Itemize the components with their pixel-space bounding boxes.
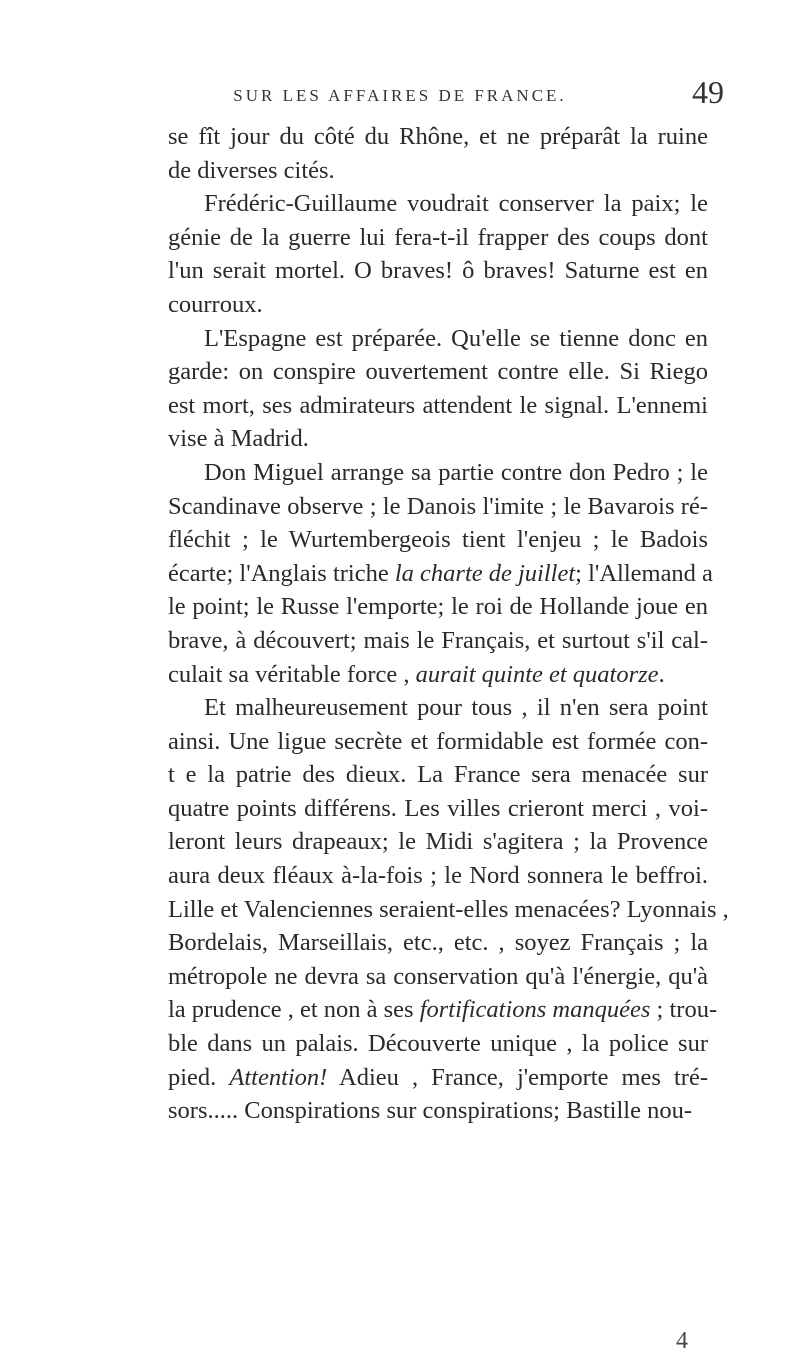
italic-segment: aurait quinte et quatorze — [415, 660, 659, 688]
text-line: courroux. — [168, 290, 263, 318]
text-line: sors..... Conspirations sur conspirations; Bastille nou- — [168, 1097, 692, 1125]
text-line: de diverses cités. — [168, 156, 335, 184]
page-number: 49 — [692, 74, 724, 110]
text-line: se fît jour du côté du Rhône, et ne préparât la ruine — [168, 123, 708, 150]
text-line: est mort, ses admirateurs attendent le signal. L'ennemi — [168, 391, 708, 419]
text-line — [168, 658, 708, 692]
text-line: métropole ne devra sa conservation qu'à l'énergie, qu'à — [168, 962, 708, 990]
text-segment: pied. — [168, 1063, 230, 1091]
text-line — [168, 557, 713, 591]
text-line: garde: on conspire ouvertement contre elle. Si Riego — [168, 358, 708, 386]
text-line: Et malheureusement pour tous , il n'en sera point — [204, 694, 708, 722]
text-segment: Adieu , France, j'emporte mes tré- — [327, 1063, 708, 1091]
italic-segment: fortifications manquées — [419, 996, 651, 1024]
body-text — [168, 120, 729, 1128]
italic-segment: la charte de juillet — [394, 559, 576, 587]
text-line: l'un serait mortel. O braves! ô braves! Saturne est en — [168, 257, 708, 285]
text-line: aura deux fléaux à-la-fois ; le Nord sonnera le beffroi. — [168, 862, 708, 890]
text-line: ainsi. Une ligue secrète et formidable est formée con- — [168, 727, 708, 755]
italic-segment: Attention! — [229, 1063, 328, 1091]
text-line: Frédéric-Guillaume voudrait conserver la paix; le — [204, 190, 708, 218]
text-line: Scandinave observe ; le Danois l'imite ; le Bavarois ré- — [168, 492, 708, 520]
running-title: SUR LES AFFAIRES DE FRANCE. — [233, 86, 567, 105]
text-segment: écarte; l'Anglais triche — [168, 559, 395, 587]
text-line: leront leurs drapeaux; le Midi s'agitera ; la Provence — [168, 828, 708, 856]
text-line: ble dans un palais. Découverte unique , la police sur — [168, 1030, 708, 1058]
text-segment: ; trou- — [650, 996, 718, 1024]
text-segment: la prudence , et non à ses — [168, 996, 420, 1024]
text-segment: ; l'Allemand a — [575, 559, 713, 587]
text-line: brave, à découvert; mais le Français, et surtout s'il cal- — [168, 626, 708, 654]
text-segment: . — [658, 660, 665, 688]
text-line: vise à Madrid. — [168, 425, 309, 453]
text-line: t e la patrie des dieux. La France sera menacée sur — [168, 761, 708, 789]
signature-mark: 4 — [676, 1328, 688, 1354]
text-line — [168, 1061, 708, 1095]
text-line: quatre points différens. Les villes crieront merci , voi- — [168, 794, 708, 822]
text-line: génie de la guerre lui fera-t-il frapper des coups dont — [168, 223, 708, 251]
text-line: L'Espagne est préparée. Qu'elle se tienne donc en — [204, 324, 708, 352]
text-line: le point; le Russe l'emporte; le roi de Hollande joue en — [168, 593, 708, 621]
text-line: Lille et Valenciennes seraient-elles menacées? Lyonnais , — [168, 895, 729, 923]
text-line: Don Miguel arrange sa partie contre don Pedro ; le — [204, 458, 708, 486]
text-line: fléchit ; le Wurtembergeois tient l'enjeu ; le Badois — [168, 526, 708, 554]
text-line: Bordelais, Marseillais, etc., etc. , soyez Français ; la — [168, 929, 708, 957]
text-line — [168, 993, 718, 1027]
text-segment: culait sa véritable force , — [168, 660, 416, 688]
